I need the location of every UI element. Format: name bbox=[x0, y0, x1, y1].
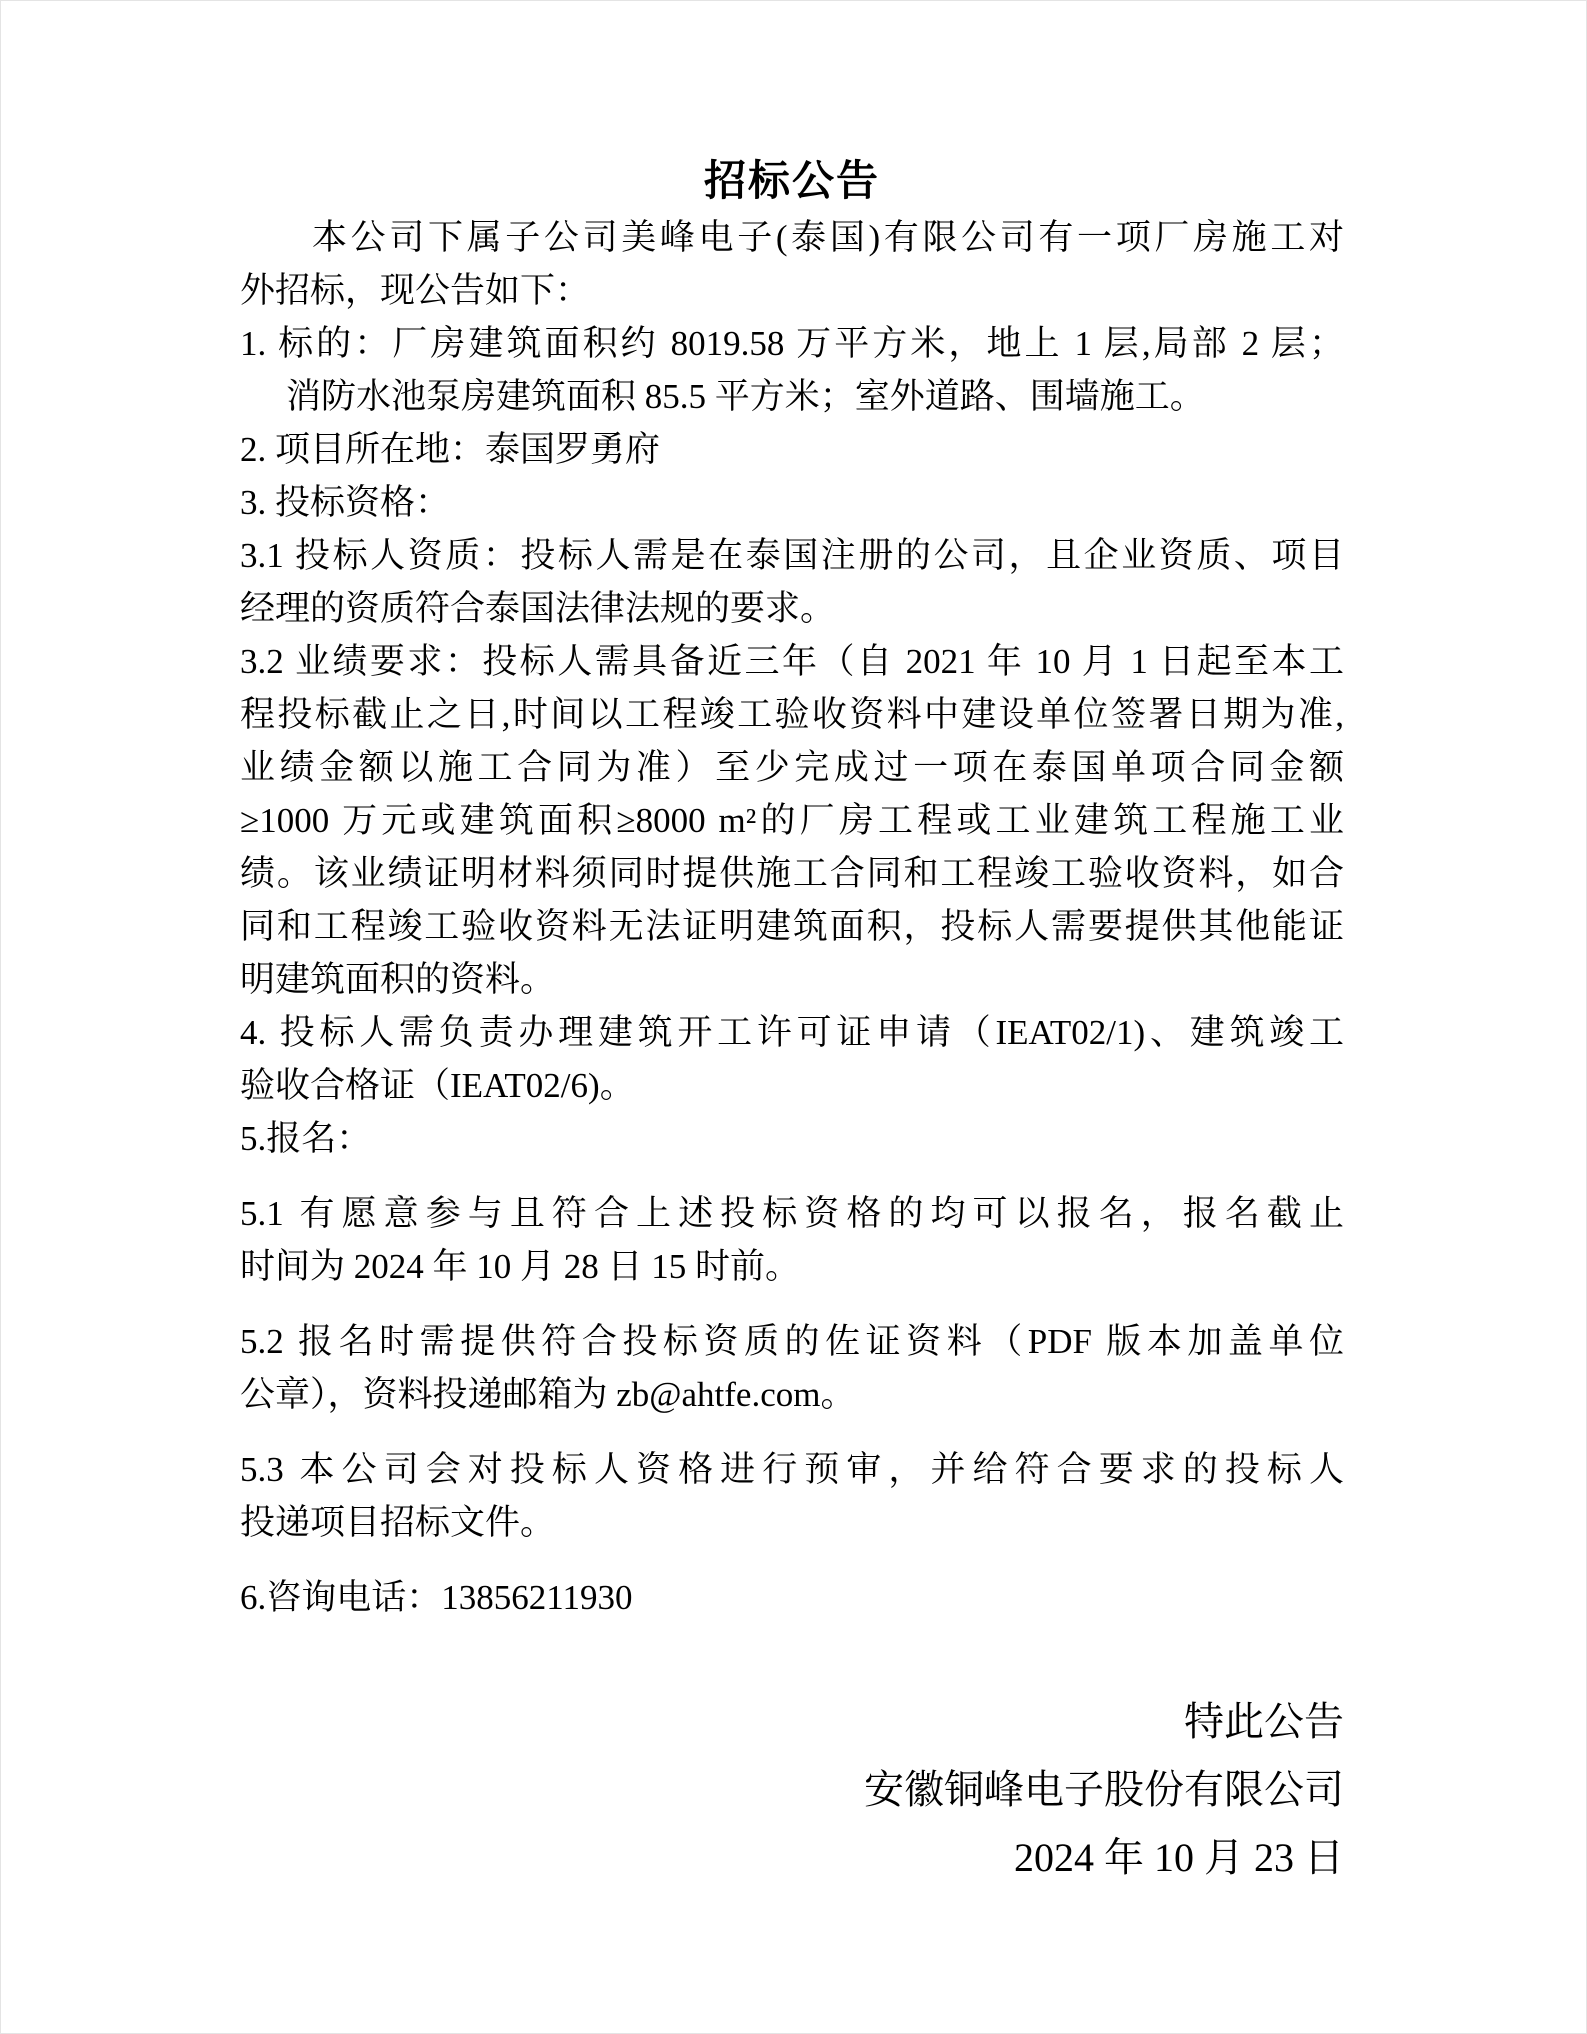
clause-3-1-bidder-qualification bbox=[240, 529, 1344, 635]
clause-3-2-line-4: ≥1000 万元或建筑面积≥8000 m²的厂房工程或工业建筑工程施工业 bbox=[240, 801, 1344, 840]
clause-5-1-line-1: 5.1 有愿意参与且符合上述投标资格的均可以报名，报名截止 bbox=[240, 1194, 1344, 1233]
item-1-line-1: 1. 标的：厂房建筑面积约 8019.58 万平方米，地上 1 层,局部 2 层； bbox=[240, 324, 1344, 363]
item-3-qualification-heading bbox=[240, 476, 1344, 529]
item-5-line-1: 5.报名： bbox=[240, 1119, 372, 1158]
item-6-contact-phone bbox=[240, 1571, 1344, 1624]
clause-5-1-registration-deadline bbox=[240, 1187, 1344, 1293]
closing-date: 2024 年 10 月 23 日 bbox=[1014, 1835, 1344, 1880]
clause-3-2-line-2: 程投标截止之日,时间以工程竣工验收资料中建设单位签署日期为准, bbox=[240, 695, 1344, 734]
item-5-registration-heading bbox=[240, 1112, 1344, 1165]
clause-3-2-line-7: 明建筑面积的资料。 bbox=[240, 960, 556, 999]
item-4-line-1: 4. 投标人需负责办理建筑开工许可证申请（IEAT02/1)、建筑竣工 bbox=[240, 1013, 1344, 1052]
clause-5-3-prequalification bbox=[240, 1443, 1344, 1549]
item-3-line-1: 3. 投标资格： bbox=[240, 483, 451, 522]
clause-5-2-submission-email bbox=[240, 1315, 1344, 1421]
closing-hereby-announced: 特此公告 bbox=[1184, 1699, 1344, 1744]
item-4-permits bbox=[240, 1006, 1344, 1112]
clause-3-1-line-2: 经理的资质符合泰国法律法规的要求。 bbox=[240, 589, 836, 628]
clause-3-2-line-6: 同和工程竣工验收资料无法证明建筑面积，投标人需要提供其他能证 bbox=[240, 907, 1344, 946]
intro-paragraph bbox=[240, 211, 1344, 317]
clause-5-3-line-1: 5.3 本公司会对投标人资格进行预审，并给符合要求的投标人 bbox=[240, 1450, 1344, 1489]
clause-3-2-line-3: 业绩金额以施工合同为准）至少完成过一项在泰国单项合同金额 bbox=[240, 748, 1344, 787]
item-6-line-1: 6.咨询电话：13856211930 bbox=[240, 1578, 633, 1617]
intro-line-1: 本公司下属子公司美峰电子(泰国)有限公司有一项厂房施工对 bbox=[312, 218, 1344, 257]
clause-5-2-line-2: 公章），资料投递邮箱为 zb@ahtfe.com。 bbox=[240, 1375, 856, 1414]
closing-block bbox=[240, 1688, 1344, 1892]
intro-line-2: 外招标，现公告如下： bbox=[240, 271, 591, 310]
item-1-subject bbox=[240, 317, 1344, 423]
clause-3-2-performance-requirements bbox=[240, 635, 1344, 1006]
item-1-line-2: 消防水池泵房建筑面积 85.5 平方米；室外道路、围墙施工。 bbox=[286, 377, 1205, 416]
clause-3-1-line-1: 3.1 投标人资质：投标人需是在泰国注册的公司，且企业资质、项目 bbox=[240, 536, 1344, 575]
closing-company-name: 安徽铜峰电子股份有限公司 bbox=[864, 1767, 1344, 1812]
clause-5-3-line-2: 投递项目招标文件。 bbox=[240, 1503, 556, 1542]
clause-5-1-line-2: 时间为 2024 年 10 月 28 日 15 时前。 bbox=[240, 1247, 801, 1286]
item-2-location bbox=[240, 423, 1344, 476]
page-title: 招标公告 bbox=[703, 157, 880, 204]
clause-3-2-line-1: 3.2 业绩要求：投标人需具备近三年（自 2021 年 10 月 1 日起至本工 bbox=[240, 642, 1344, 681]
clause-3-2-line-5: 绩。该业绩证明材料须同时提供施工合同和工程竣工验收资料，如合 bbox=[240, 854, 1344, 893]
item-4-line-2: 验收合格证（IEAT02/6)。 bbox=[240, 1066, 635, 1105]
clause-5-2-line-1: 5.2 报名时需提供符合投标资质的佐证资料（PDF 版本加盖单位 bbox=[240, 1322, 1344, 1361]
item-2-line-1: 2. 项目所在地：泰国罗勇府 bbox=[240, 430, 661, 469]
